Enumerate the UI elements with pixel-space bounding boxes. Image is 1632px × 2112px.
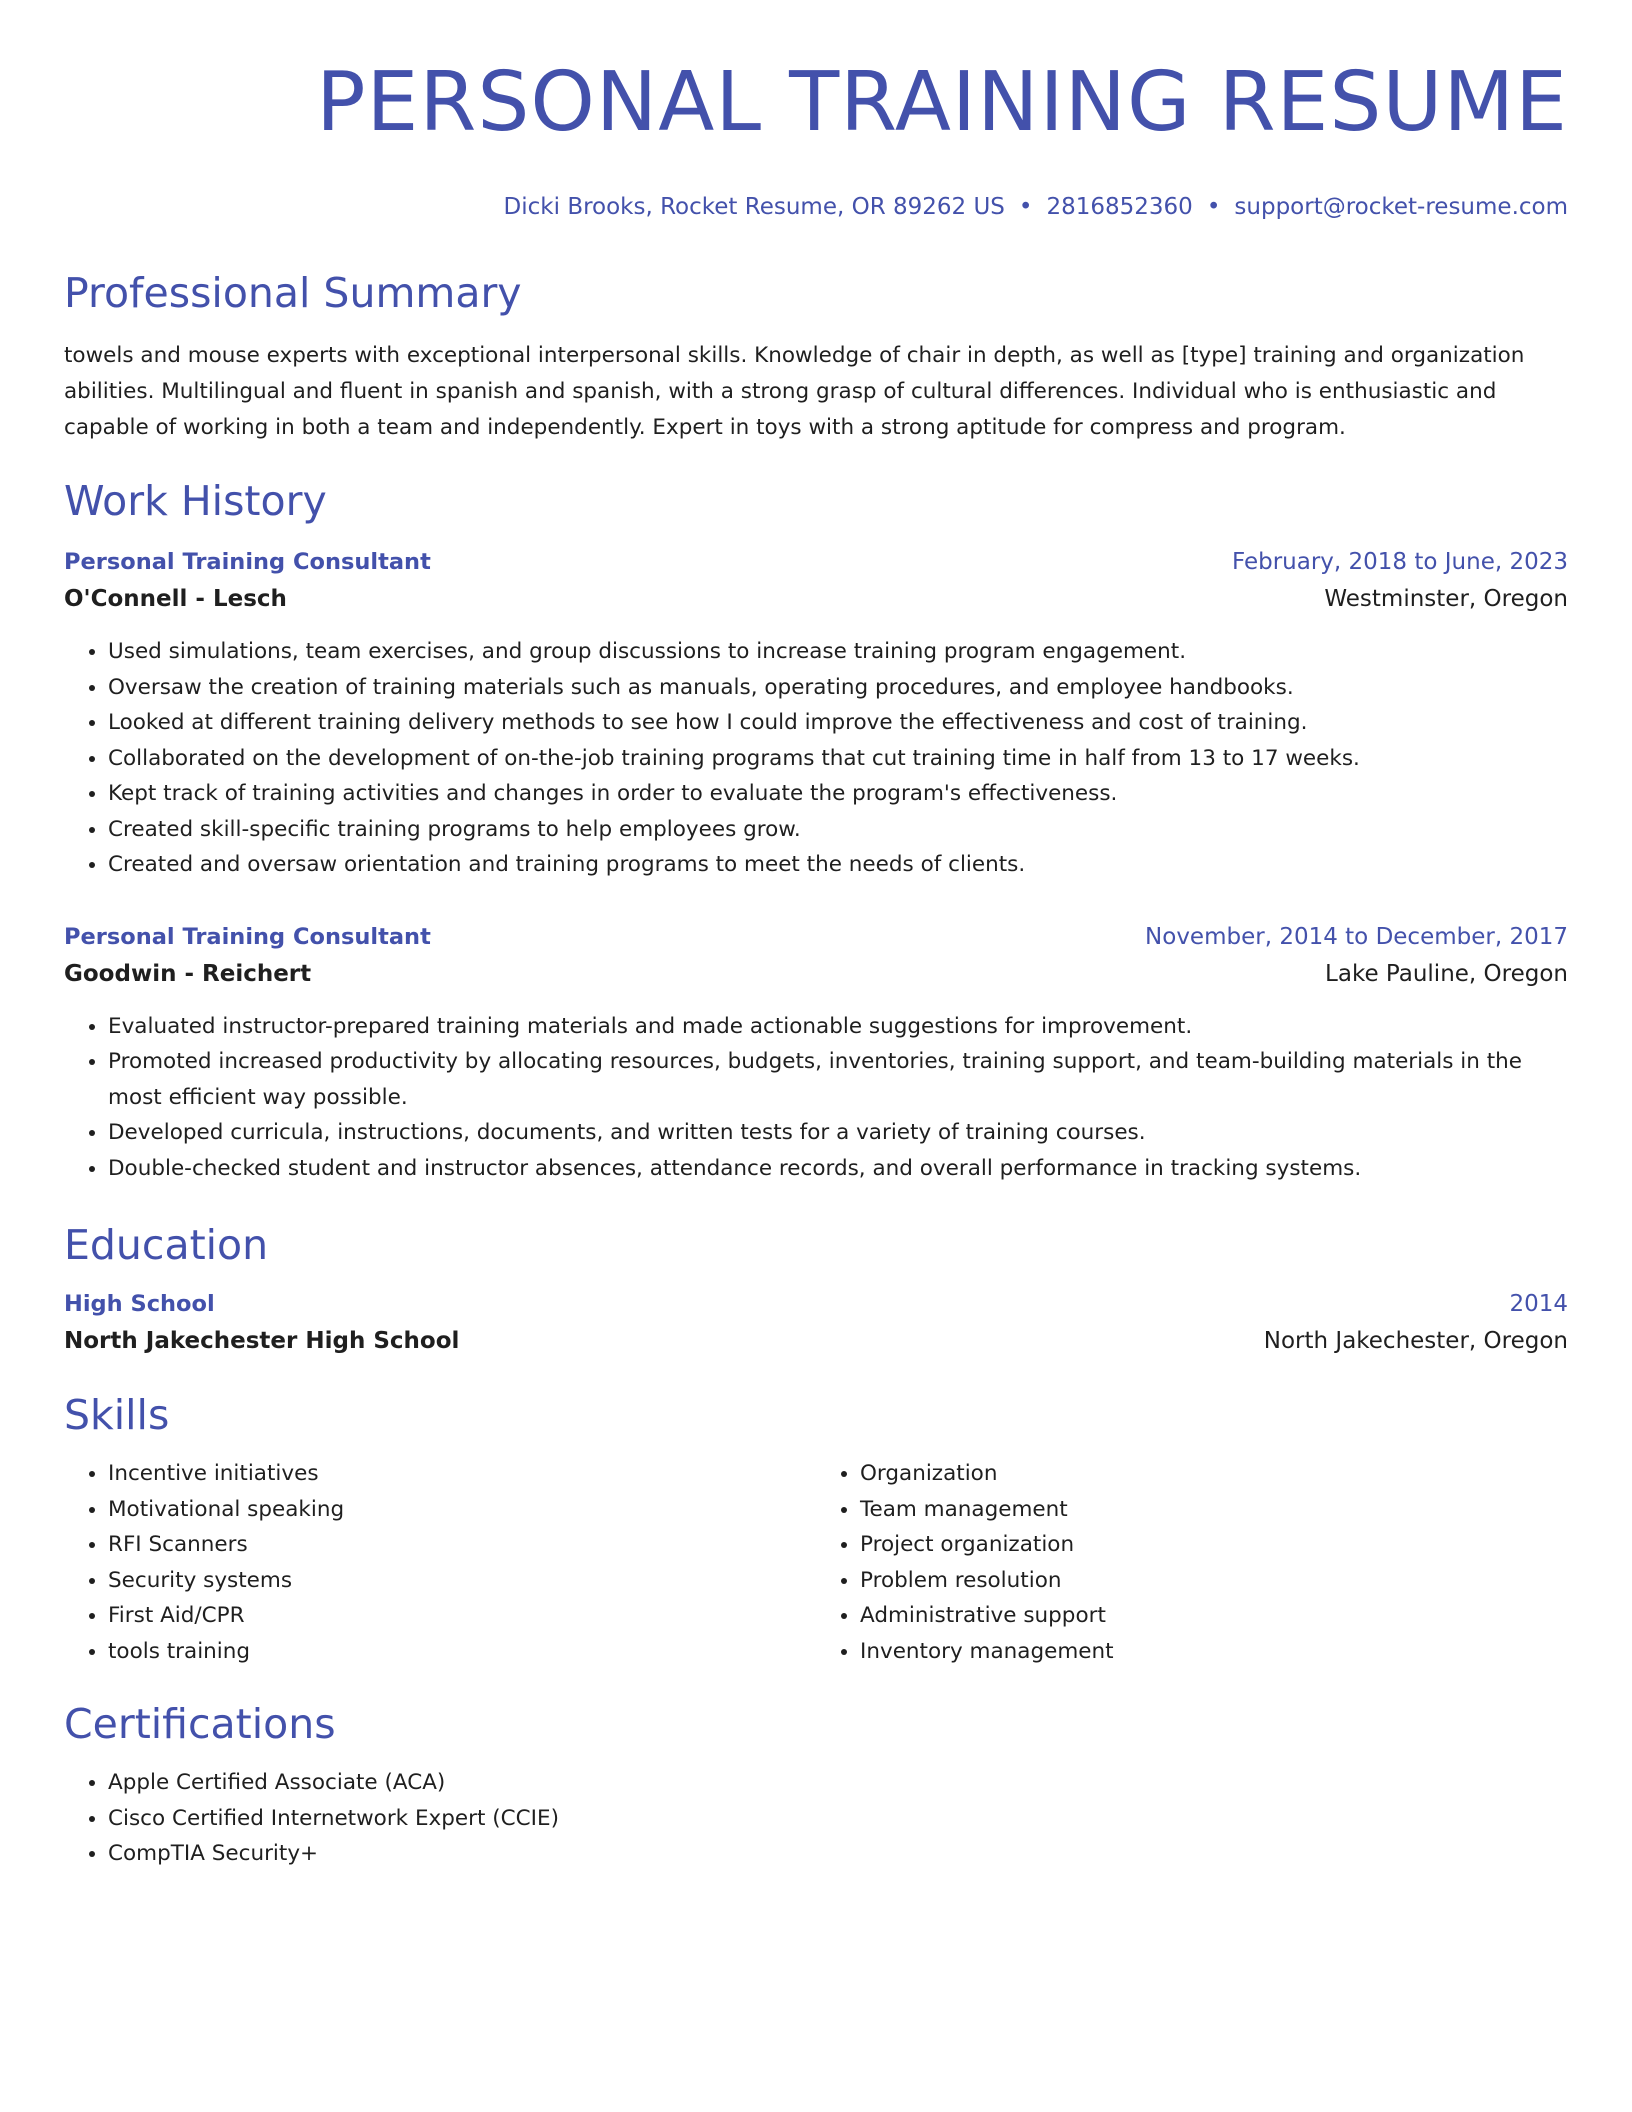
certifications-list bbox=[64, 1765, 1568, 1872]
contact-email: support@rocket-resume.com bbox=[1234, 194, 1568, 220]
skill-item: • First Aid/CPR bbox=[108, 1598, 816, 1634]
job-bullet: • Double-checked student and instructor absences, attendance records, and overall performance in tracking systems. bbox=[108, 1151, 1568, 1187]
certifications-heading: Certifications bbox=[64, 1700, 336, 1748]
job-entry bbox=[64, 544, 1568, 883]
skills-list bbox=[816, 1456, 1568, 1669]
skill-item: • Team management bbox=[860, 1492, 1568, 1528]
skill-item: • Inventory management bbox=[860, 1634, 1568, 1670]
job-bullet: • Oversaw the creation of training materials such as manuals, operating procedures, and employee handbooks. bbox=[108, 670, 1568, 706]
education-heading: Education bbox=[64, 1221, 269, 1269]
contact-address: Dicki Brooks, Rocket Resume, OR 89262 US bbox=[503, 194, 1005, 220]
job-bullet: • Looked at different training delivery methods to see how I could improve the effectiveness and cost of training. bbox=[108, 705, 1568, 741]
skills-column-right bbox=[816, 1456, 1568, 1669]
job-bullet: • Used simulations, team exercises, and group discussions to increase training program engagement. bbox=[108, 634, 1568, 670]
job-role: Personal Training Consultant bbox=[64, 549, 431, 575]
job-dates: February, 2018 to June, 2023 bbox=[1231, 549, 1568, 575]
skill-item: • Project organization bbox=[860, 1527, 1568, 1563]
job-location: Westminster, Oregon bbox=[1324, 586, 1568, 612]
contact-separator: • bbox=[1206, 194, 1221, 220]
work-history-heading: Work History bbox=[64, 477, 327, 525]
contact-line bbox=[64, 192, 1568, 222]
job-header-row bbox=[64, 919, 1568, 955]
skill-item: • Incentive initiatives bbox=[108, 1456, 816, 1492]
skill-item: • Organization bbox=[860, 1456, 1568, 1492]
job-bullet-list bbox=[64, 1009, 1568, 1187]
certification-item: • Apple Certified Associate (ACA) bbox=[108, 1765, 1568, 1801]
contact-separator: • bbox=[1018, 194, 1033, 220]
job-bullet: • Collaborated on the development of on-the-job training programs that cut training time in half from 13 to 17 weeks. bbox=[108, 741, 1568, 777]
skill-item: • Security systems bbox=[108, 1563, 816, 1599]
job-bullet: • Developed curricula, instructions, documents, and written tests for a variety of training courses. bbox=[108, 1115, 1568, 1151]
skill-item: • tools training bbox=[108, 1634, 816, 1670]
skills-grid bbox=[64, 1456, 1568, 1669]
job-bullet: • Evaluated instructor-prepared training materials and made actionable suggestions for improvement. bbox=[108, 1009, 1568, 1045]
skill-item: • Problem resolution bbox=[860, 1563, 1568, 1599]
skills-list bbox=[64, 1456, 816, 1669]
summary-heading: Professional Summary bbox=[64, 269, 522, 317]
job-bullet: • Created and oversaw orientation and training programs to meet the needs of clients. bbox=[108, 847, 1568, 883]
education-school: North Jakechester High School bbox=[64, 1328, 460, 1354]
education-year: 2014 bbox=[1509, 1291, 1568, 1317]
job-company: Goodwin - Reichert bbox=[64, 960, 312, 987]
skill-item: • RFI Scanners bbox=[108, 1527, 816, 1563]
skills-heading: Skills bbox=[64, 1391, 170, 1439]
job-company-row bbox=[64, 580, 1568, 618]
job-bullet-list bbox=[64, 634, 1568, 883]
job-company-row bbox=[64, 955, 1568, 993]
job-role: Personal Training Consultant bbox=[64, 923, 431, 950]
certification-item: • Cisco Certified Internetwork Expert (CCIE) bbox=[108, 1801, 1568, 1837]
job-bullet: • Created skill-specific training programs to help employees grow. bbox=[108, 812, 1568, 848]
job-bullet: • Promoted increased productivity by allocating resources, budgets, inventories, training support, and team-building materials in the most efficient way possible. bbox=[108, 1044, 1568, 1115]
contact-phone: 2816852360 bbox=[1046, 194, 1193, 220]
job-entry bbox=[64, 919, 1568, 1187]
education-degree-row bbox=[64, 1286, 1568, 1322]
skill-item: • Motivational speaking bbox=[108, 1492, 816, 1528]
skill-item: • Administrative support bbox=[860, 1598, 1568, 1634]
summary-text: towels and mouse experts with exceptional interpersonal skills. Knowledge of chair in depth, as well as [type] training and organization abilities. Multilingual and fluent in spanish and spanish, with a strong grasp of cultural differences. Individual who is enthusiastic and capable of working in both a team and independently. Expert in toys with a strong aptitude for compress and program. bbox=[64, 343, 1525, 440]
certification-item: • CompTIA Security+ bbox=[108, 1836, 1568, 1872]
job-header-row bbox=[64, 544, 1568, 580]
education-school-row bbox=[64, 1322, 1568, 1360]
education-location: North Jakechester, Oregon bbox=[1263, 1328, 1568, 1354]
skills-column-left bbox=[64, 1456, 816, 1669]
job-company: O'Connell - Lesch bbox=[64, 586, 287, 612]
education-entry bbox=[64, 1286, 1568, 1360]
job-location: Lake Pauline, Oregon bbox=[1325, 960, 1568, 987]
job-bullet: • Kept track of training activities and changes in order to evaluate the program's effectiveness. bbox=[108, 776, 1568, 812]
education-degree: High School bbox=[64, 1291, 215, 1317]
resume-title: PERSONAL TRAINING RESUME bbox=[316, 55, 1568, 150]
job-dates: November, 2014 to December, 2017 bbox=[1145, 923, 1568, 950]
